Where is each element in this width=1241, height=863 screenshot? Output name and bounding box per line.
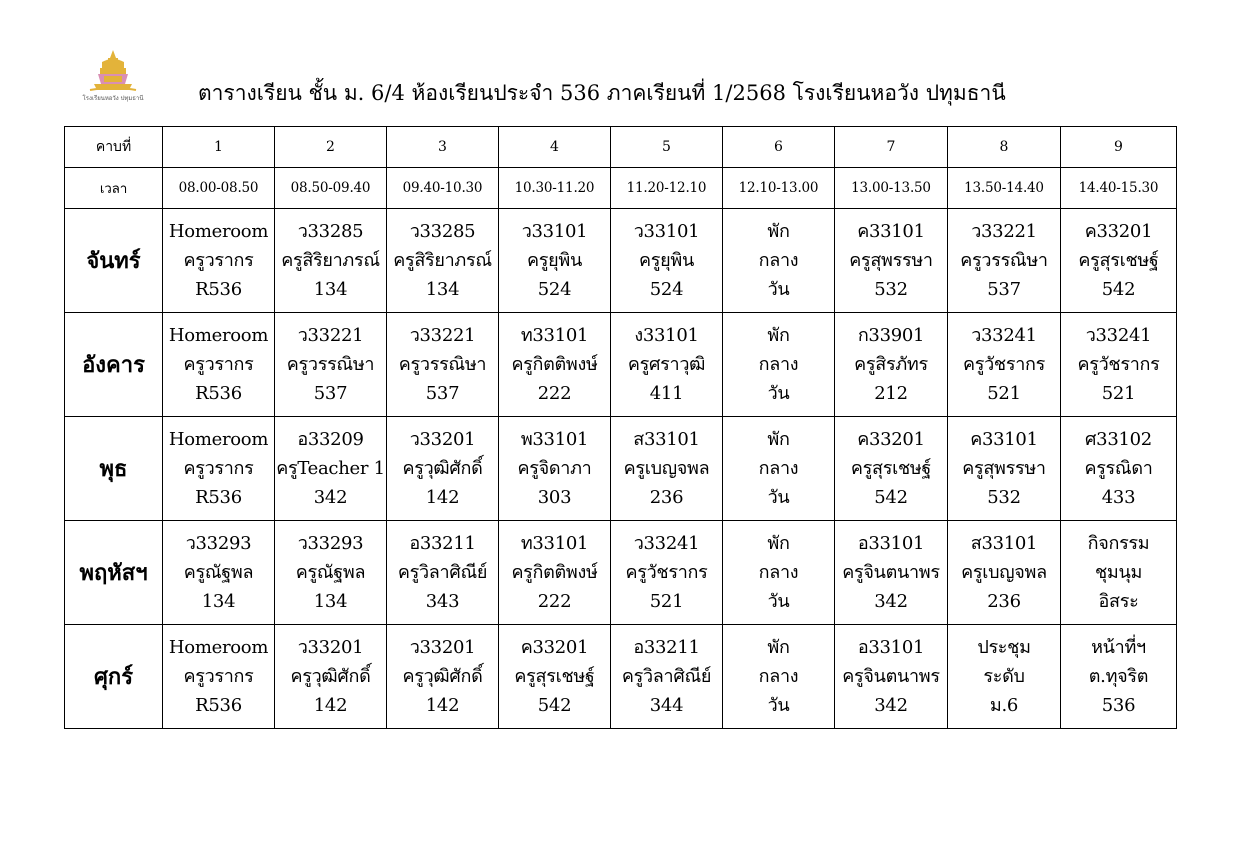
class-cell: [163, 417, 275, 521]
class-cell: [611, 417, 723, 521]
class-cell: [948, 417, 1061, 521]
period-time: 11.20-12.10: [611, 168, 723, 209]
class-code: ค33201: [520, 637, 589, 658]
class-code: ว33285: [409, 221, 476, 242]
class-cell: [275, 417, 387, 521]
class-teacher: ครูวัชรากร: [625, 562, 708, 583]
class-code: พ33101: [520, 429, 589, 450]
day-row: [65, 625, 1177, 729]
class-room: วัน: [767, 695, 790, 716]
class-code: พัก: [767, 429, 790, 450]
class-cell: [723, 417, 835, 521]
class-code: ว33221: [297, 325, 364, 346]
class-teacher: ครูยุพิน: [527, 250, 582, 271]
class-room: R536: [195, 279, 242, 300]
class-code: ง33101: [634, 325, 699, 346]
class-code: พัก: [767, 637, 790, 658]
class-code: พัก: [767, 221, 790, 242]
day-name: พฤหัสฯ: [65, 521, 163, 625]
class-code: ว33241: [1085, 325, 1152, 346]
class-teacher: ครูวิลาศิณีย์: [397, 562, 488, 583]
class-teacher: ครูวรากร: [183, 354, 254, 375]
period-time: 09.40-10.30: [387, 168, 499, 209]
class-teacher: ครูจิดาภา: [517, 458, 592, 479]
class-room: วัน: [767, 591, 790, 612]
class-cell: [387, 625, 499, 729]
class-teacher: ครูกิตติพงษ์: [511, 354, 598, 375]
day-name: ศุกร์: [65, 625, 163, 729]
class-room: อิสระ: [1098, 591, 1139, 612]
class-teacher: ครูวิลาศิณีย์: [621, 666, 712, 687]
class-code: กิจกรรม: [1087, 533, 1150, 554]
class-room: 303: [537, 487, 572, 508]
class-code: พัก: [767, 533, 790, 554]
class-cell: [499, 521, 611, 625]
class-room: วัน: [767, 279, 790, 300]
class-cell: [835, 417, 948, 521]
class-room: 134: [313, 279, 348, 300]
class-teacher: ครูณัฐพล: [183, 562, 254, 583]
class-cell: [387, 313, 499, 417]
class-cell: [1061, 417, 1177, 521]
class-room: 142: [425, 695, 460, 716]
class-cell: [275, 313, 387, 417]
class-cell: [499, 209, 611, 313]
class-room: 521: [987, 383, 1021, 404]
class-cell: [1061, 625, 1177, 729]
class-code: Homeroom: [168, 221, 269, 242]
class-cell: [835, 625, 948, 729]
class-room: 342: [313, 487, 348, 508]
class-code: หน้าที่ฯ: [1091, 637, 1146, 658]
class-code: ว33241: [633, 533, 700, 554]
class-code: ว33293: [185, 533, 252, 554]
class-code: ว33201: [409, 429, 476, 450]
class-room: 524: [537, 279, 572, 300]
period-number: 3: [387, 127, 499, 168]
class-cell: [163, 313, 275, 417]
class-teacher: กลาง: [758, 250, 799, 271]
class-cell: [611, 313, 723, 417]
class-teacher: ครูวรรณิษา: [286, 354, 375, 375]
class-teacher: ครูวรากร: [183, 250, 254, 271]
class-room: 142: [313, 695, 348, 716]
class-teacher: ครูวัชรากร: [963, 354, 1045, 375]
class-code: ท33101: [520, 325, 589, 346]
class-cell: [163, 209, 275, 313]
class-teacher: ครูวรากร: [183, 458, 254, 479]
class-room: 212: [874, 383, 908, 404]
day-row: [65, 209, 1177, 313]
class-teacher: ครูรณิดา: [1084, 458, 1153, 479]
class-teacher: ครูวรรณิษา: [398, 354, 487, 375]
class-code: ส33101: [970, 533, 1038, 554]
class-room: 521: [649, 591, 684, 612]
class-code: Homeroom: [168, 325, 269, 346]
class-cell: [1061, 209, 1177, 313]
class-cell: [499, 417, 611, 521]
class-teacher: ครูสุรเชษฐ์: [514, 666, 595, 687]
class-room: 532: [874, 279, 908, 300]
period-label: คาบที่: [65, 127, 163, 168]
class-code: ว33285: [297, 221, 364, 242]
class-code: อ33209: [297, 429, 364, 450]
class-cell: [835, 521, 948, 625]
class-cell: [1061, 521, 1177, 625]
class-room: 134: [425, 279, 460, 300]
class-teacher: ครูวรรณิษา: [960, 250, 1048, 271]
period-time: 10.30-11.20: [499, 168, 611, 209]
period-number: 5: [611, 127, 723, 168]
class-room: 344: [649, 695, 684, 716]
class-room: 524: [649, 279, 684, 300]
day-row: [65, 417, 1177, 521]
class-teacher: ครูสุพรรษา: [962, 458, 1046, 479]
class-teacher: ครูกิตติพงษ์: [511, 562, 598, 583]
class-teacher: กลาง: [758, 666, 799, 687]
class-room: 532: [987, 487, 1021, 508]
class-code: Homeroom: [168, 637, 269, 658]
class-code: ส33101: [633, 429, 700, 450]
class-code: ค33201: [857, 429, 925, 450]
class-room: วัน: [767, 383, 790, 404]
class-code: ว33101: [521, 221, 588, 242]
day-row: [65, 313, 1177, 417]
class-code: ค33101: [857, 221, 925, 242]
class-teacher: ครูจินตนาพร: [842, 666, 940, 687]
class-cell: [611, 209, 723, 313]
period-number: 4: [499, 127, 611, 168]
day-row: [65, 521, 1177, 625]
class-teacher: ครูวัชรากร: [1077, 354, 1160, 375]
period-number: 6: [723, 127, 835, 168]
class-cell: [948, 625, 1061, 729]
period-number: 9: [1061, 127, 1177, 168]
period-header-row: [65, 127, 1177, 168]
class-teacher: ครูสิริยาภรณ์: [393, 250, 492, 271]
class-code: ค33101: [970, 429, 1038, 450]
time-header-row: [65, 168, 1177, 209]
class-room: 222: [537, 383, 572, 404]
class-room: 542: [1101, 279, 1136, 300]
class-teacher: ครูTeacher 1: [276, 458, 385, 479]
class-cell: [835, 313, 948, 417]
class-teacher: กลาง: [758, 354, 799, 375]
class-teacher: ครูเบญจพล: [623, 458, 710, 479]
period-time: 12.10-13.00: [723, 168, 835, 209]
class-room: R536: [195, 487, 242, 508]
class-code: ศ33102: [1085, 429, 1152, 450]
period-number: 1: [163, 127, 275, 168]
class-room: 342: [874, 591, 908, 612]
class-code: อ33101: [857, 533, 925, 554]
period-time: 08.00-08.50: [163, 168, 275, 209]
class-cell: [723, 625, 835, 729]
class-room: R536: [195, 695, 242, 716]
class-code: ว33201: [297, 637, 364, 658]
class-cell: [948, 209, 1061, 313]
class-cell: [611, 521, 723, 625]
class-cell: [275, 209, 387, 313]
class-room: 142: [425, 487, 460, 508]
class-cell: [1061, 313, 1177, 417]
class-code: อ33101: [857, 637, 925, 658]
class-teacher: ครูวุฒิศักดิ์: [402, 666, 483, 687]
period-number: 2: [275, 127, 387, 168]
class-teacher: ครูศราวุฒิ: [627, 354, 706, 375]
class-cell: [163, 521, 275, 625]
class-room: R536: [195, 383, 242, 404]
class-cell: [723, 209, 835, 313]
class-teacher: ครูสิรภัทร: [854, 354, 928, 375]
class-cell: [499, 313, 611, 417]
class-cell: [948, 521, 1061, 625]
class-cell: [163, 625, 275, 729]
class-room: 236: [649, 487, 684, 508]
class-room: 542: [874, 487, 908, 508]
class-teacher: ครูเบญจพล: [961, 562, 1047, 583]
class-cell: [499, 625, 611, 729]
class-code: ว33201: [409, 637, 476, 658]
page-title: ตารางเรียน ชั้น ม. 6/4 ห้องเรียนประจำ 536 ภาคเรียนที่ 1/2568 โรงเรียนหอวัง ปทุมธานี: [198, 81, 1006, 105]
class-cell: [275, 625, 387, 729]
class-teacher: ระดับ: [983, 666, 1025, 687]
period-number: 7: [835, 127, 948, 168]
class-teacher: ครูสิริยาภรณ์: [281, 250, 380, 271]
class-code: ว33221: [409, 325, 476, 346]
class-code: อ33211: [633, 637, 700, 658]
timetable: [64, 126, 1177, 729]
period-time: 08.50-09.40: [275, 168, 387, 209]
class-cell: [275, 521, 387, 625]
class-cell: [948, 313, 1061, 417]
class-cell: [835, 209, 948, 313]
class-room: 411: [649, 383, 684, 404]
class-cell: [723, 313, 835, 417]
class-teacher: ชุมนุม: [1094, 562, 1143, 583]
class-room: 236: [987, 591, 1021, 612]
class-room: ม.6: [989, 695, 1019, 716]
class-code: ก33901: [857, 325, 925, 346]
time-label: เวลา: [65, 168, 163, 209]
class-room: 537: [425, 383, 460, 404]
class-teacher: กลาง: [758, 562, 799, 583]
class-teacher: ต.ทุจริต: [1088, 666, 1149, 687]
class-room: 537: [313, 383, 348, 404]
class-cell: [611, 625, 723, 729]
class-code: ว33241: [971, 325, 1037, 346]
class-teacher: ครูวุฒิศักดิ์: [402, 458, 483, 479]
period-number: 8: [948, 127, 1061, 168]
class-code: อ33211: [409, 533, 476, 554]
school-emblem-icon: [80, 46, 146, 104]
class-cell: [387, 521, 499, 625]
day-name: จันทร์: [65, 209, 163, 313]
period-time: 13.50-14.40: [948, 168, 1061, 209]
class-teacher: ครูยุพิน: [639, 250, 694, 271]
class-room: วัน: [767, 487, 790, 508]
class-room: 537: [987, 279, 1021, 300]
class-code: พัก: [767, 325, 790, 346]
class-room: 343: [425, 591, 460, 612]
day-name: อังคาร: [65, 313, 163, 417]
class-room: 542: [537, 695, 572, 716]
class-cell: [387, 417, 499, 521]
class-code: ท33101: [520, 533, 589, 554]
class-teacher: ครูสุพรรษา: [849, 250, 933, 271]
class-cell: [723, 521, 835, 625]
period-time: 14.40-15.30: [1061, 168, 1177, 209]
class-room: 521: [1101, 383, 1136, 404]
class-room: 134: [313, 591, 348, 612]
class-teacher: ครูสุรเชษฐ์: [1078, 250, 1159, 271]
class-cell: [387, 209, 499, 313]
school-logo: [80, 46, 146, 104]
class-room: 134: [201, 591, 236, 612]
class-code: Homeroom: [168, 429, 269, 450]
class-room: 433: [1101, 487, 1136, 508]
class-code: ว33101: [633, 221, 700, 242]
class-teacher: ครูสุรเชษฐ์: [850, 458, 932, 479]
class-room: 536: [1101, 695, 1136, 716]
class-room: 342: [874, 695, 908, 716]
period-time: 13.00-13.50: [835, 168, 948, 209]
class-teacher: ครูจินตนาพร: [842, 562, 940, 583]
day-name: พุธ: [65, 417, 163, 521]
class-code: ว33221: [971, 221, 1037, 242]
class-code: ว33293: [297, 533, 364, 554]
class-code: ค33201: [1084, 221, 1153, 242]
class-room: 222: [537, 591, 572, 612]
class-code: ประชุม: [977, 637, 1031, 658]
class-teacher: กลาง: [758, 458, 799, 479]
svg-text:โรงเรียนหอวัง ปทุมธานี: โรงเรียนหอวัง ปทุมธานี: [82, 95, 144, 102]
class-teacher: ครูวรากร: [183, 666, 254, 687]
class-teacher: ครูณัฐพล: [295, 562, 366, 583]
class-teacher: ครูวุฒิศักดิ์: [290, 666, 371, 687]
